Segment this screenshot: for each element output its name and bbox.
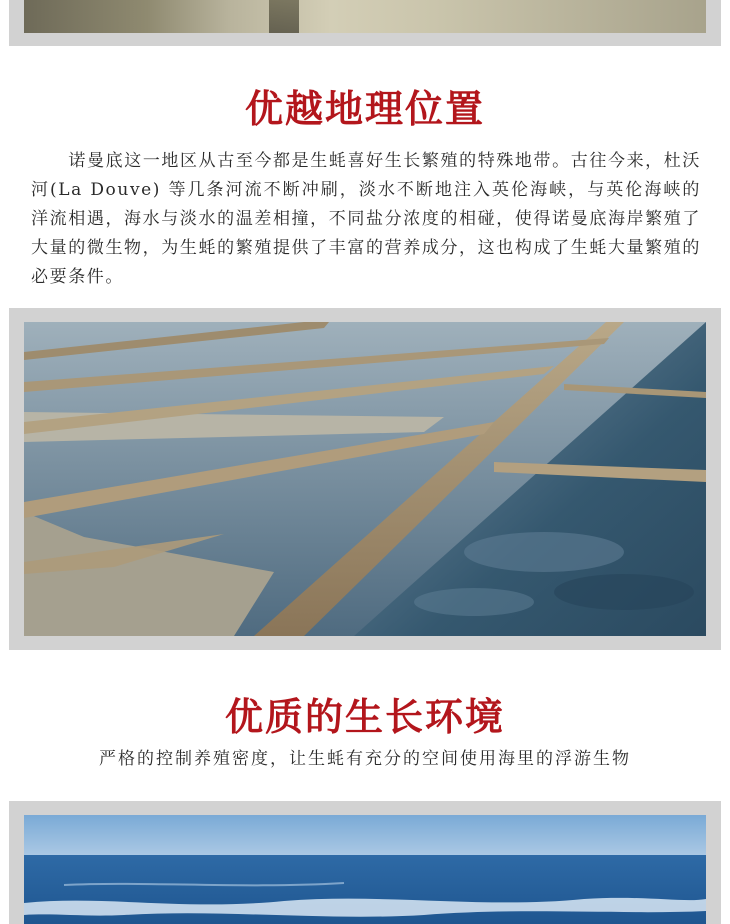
section-body-environment: 严格的控制养殖密度，让生蚝有充分的空间使用海里的浮游生物 [99,749,631,769]
section-title-environment: 优质的生长环境 [224,694,505,739]
section-title-location: 优越地理位置 [244,86,485,131]
oyster-bed-photo [24,322,706,636]
beach-photo [24,0,706,33]
sea-photo [24,815,706,924]
photo-frame-middle [9,308,721,650]
section-body-location: 诺曼底这一地区从古至今都是生蚝喜好生长繁殖的特殊地带。古往今来，杜沃河(La Douve) 等几条河流不断冲刷，淡水不断地注入英伦海峡，与英伦海峡的洋流相遇，海水与淡水的温差相撞，不同盐分浓度的相碰，使得诺曼底海岸繁殖了大量的微生物，为生蚝的繁殖提供了丰富的营养成分，这也构成了生蚝大量繁殖的必要条件。 [31,151,701,287]
photo-frame-bottom [9,801,721,924]
photo-frame-top [9,0,721,46]
